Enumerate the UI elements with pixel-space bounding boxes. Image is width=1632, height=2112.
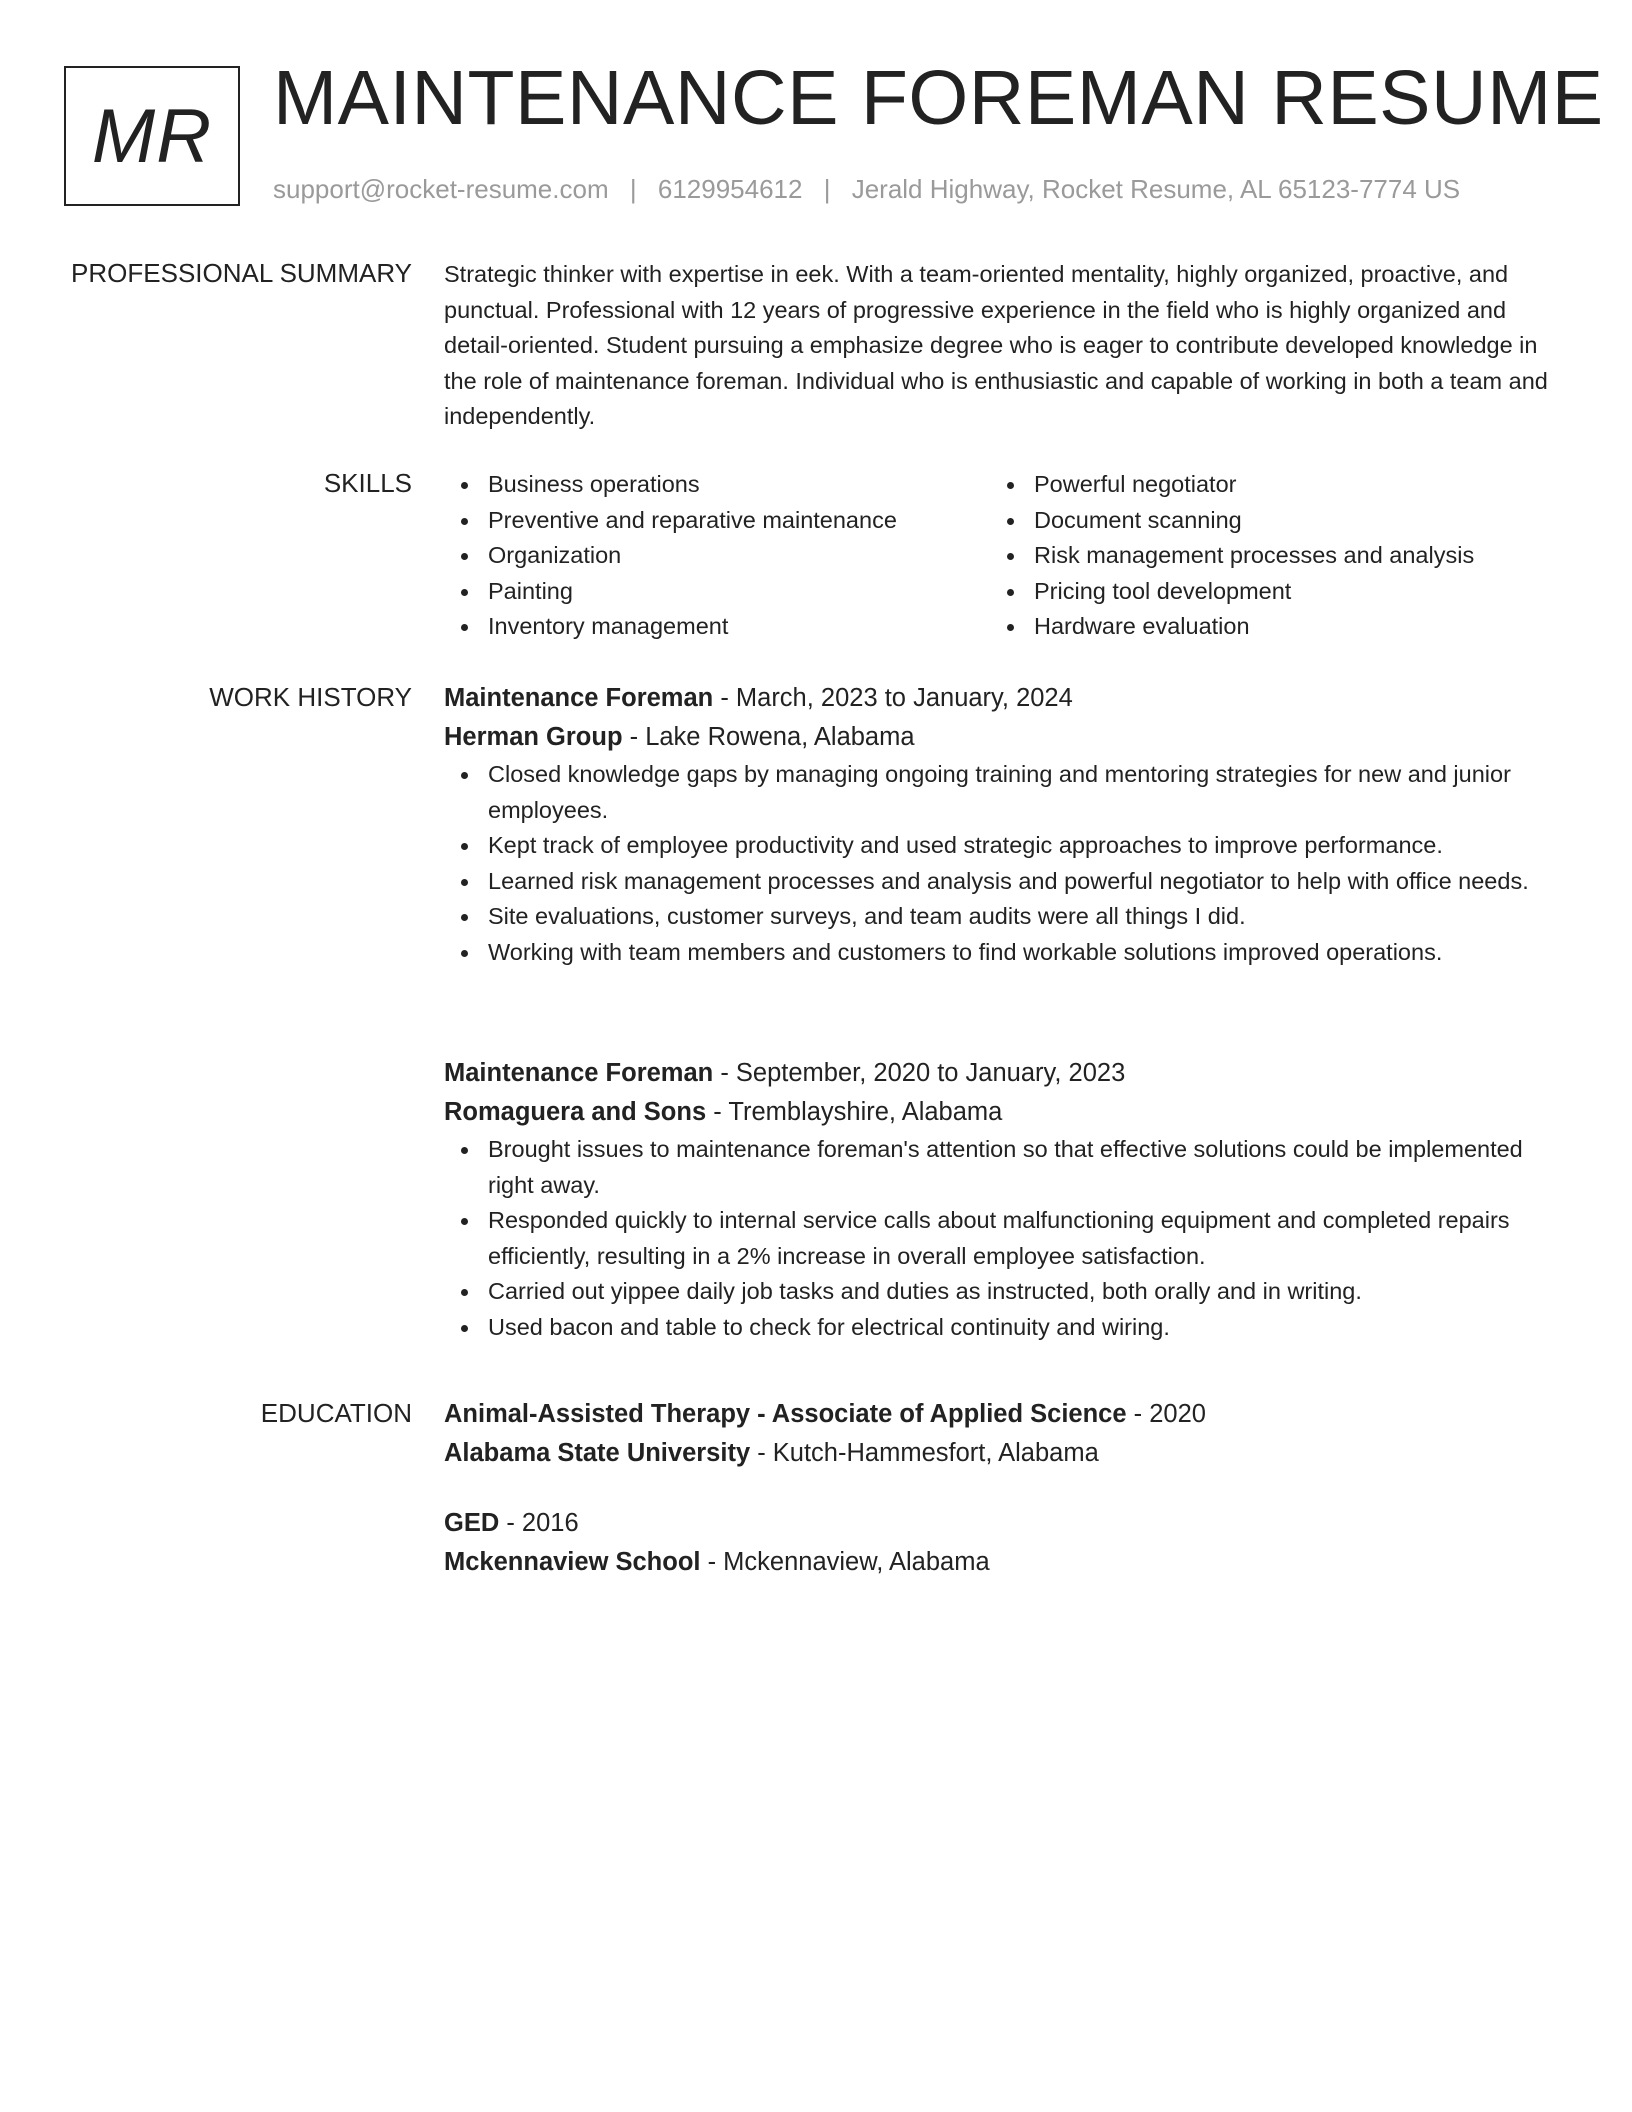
job-title-line [444,679,1556,718]
education-degree-line [444,1504,1556,1543]
skills-section [444,467,1556,645]
job-entry [444,1054,1556,1345]
skill-item: Inventory management [444,609,990,645]
contact-phone[interactable]: 6129954612 [657,174,803,204]
job-bullet: Responded quickly to internal service calls about malfunctioning equipment and completed repairs efficiently, resulting in a 2% increase in overall employee satisfaction. [444,1203,1556,1274]
education-year: - 2016 [499,1509,579,1537]
job-company-line [444,1093,1556,1132]
education-school: Mckennaview School [444,1548,701,1576]
job-title: Maintenance Foreman [444,684,714,712]
job-bullet: Kept track of employee productivity and used strategic approaches to improve performance. [444,828,1556,864]
monogram-initials: MR [91,93,213,179]
contact-email[interactable]: support@rocket-resume.com [273,174,609,204]
education-entry [444,1504,1556,1582]
education-year: - 2020 [1126,1400,1206,1428]
skill-item: Risk management processes and analysis [990,538,1474,574]
skill-item: Powerful negotiator [990,467,1474,503]
contact-separator: | [629,174,637,204]
skills-list [444,467,1556,645]
job-bullet: Brought issues to maintenance foreman's attention so that effective solutions could be implemented right away. [444,1132,1556,1203]
skills-column-right [990,467,1474,645]
education-degree: GED [444,1509,500,1537]
summary-section [444,257,1556,435]
resume-title: MAINTENANCE FOREMAN RESUME [273,55,1604,141]
summary-heading: PROFESSIONAL SUMMARY [71,258,412,288]
skill-item: Organization [444,538,990,574]
job-title: Maintenance Foreman [444,1059,714,1087]
contact-address: Jerald Highway, Rocket Resume, AL 65123-7774 US [851,174,1461,204]
job-company: Romaguera and Sons [444,1098,707,1126]
job-company: Herman Group [444,723,623,751]
job-location: - Lake Rowena, Alabama [622,723,915,751]
education-school-line [444,1543,1556,1582]
skill-item: Business operations [444,467,990,503]
education-school: Alabama State University [444,1439,751,1467]
job-bullet: Used bacon and table to check for electrical continuity and wiring. [444,1310,1556,1346]
education-heading: EDUCATION [260,1398,412,1428]
skill-item: Document scanning [990,503,1474,539]
job-title-line [444,1054,1556,1093]
contact-line [273,174,1460,205]
education-degree-line [444,1395,1556,1434]
job-location: - Tremblayshire, Alabama [706,1098,1003,1126]
education-location: - Mckennaview, Alabama [700,1548,990,1576]
work-history-heading: WORK HISTORY [209,682,412,712]
education-location: - Kutch-Hammesfort, Alabama [750,1439,1099,1467]
job-bullet: Working with team members and customers to find workable solutions improved operations. [444,935,1556,971]
education-school-line [444,1434,1556,1473]
job-entry [444,679,1556,970]
summary-text: Strategic thinker with expertise in eek. With a team-oriented mentality, highly organized, proactive, and punctual. Professional with 12 years of progressive experience in the field who is highly organized and detail-oriented. Student pursuing a emphasize degree who is eager to contribute developed knowledge in the role of maintenance foreman. Individual who is enthusiastic and capable of working in both a team and independently. [444,261,1548,429]
job-company-line [444,718,1556,757]
job-dates: - September, 2020 to January, 2023 [713,1059,1126,1087]
monogram-badge [64,66,240,206]
job-dates: - March, 2023 to January, 2024 [713,684,1073,712]
job-bullet: Closed knowledge gaps by managing ongoing training and mentoring strategies for new and junior employees. [444,757,1556,828]
skills-heading: SKILLS [323,468,412,498]
skills-column-left [444,467,990,645]
skill-item: Painting [444,574,990,610]
job-bullets [444,1132,1556,1345]
skill-item: Pricing tool development [990,574,1474,610]
job-bullet: Learned risk management processes and analysis and powerful negotiator to help with office needs. [444,864,1556,900]
job-bullet: Site evaluations, customer surveys, and team audits were all things I did. [444,899,1556,935]
skill-item: Preventive and reparative maintenance [444,503,990,539]
education-entry [444,1395,1556,1473]
job-bullets [444,757,1556,970]
skill-item: Hardware evaluation [990,609,1474,645]
job-bullet: Carried out yippee daily job tasks and duties as instructed, both orally and in writing. [444,1274,1556,1310]
contact-separator: | [823,174,831,204]
education-degree: Animal-Assisted Therapy - Associate of Applied Science [444,1400,1127,1428]
